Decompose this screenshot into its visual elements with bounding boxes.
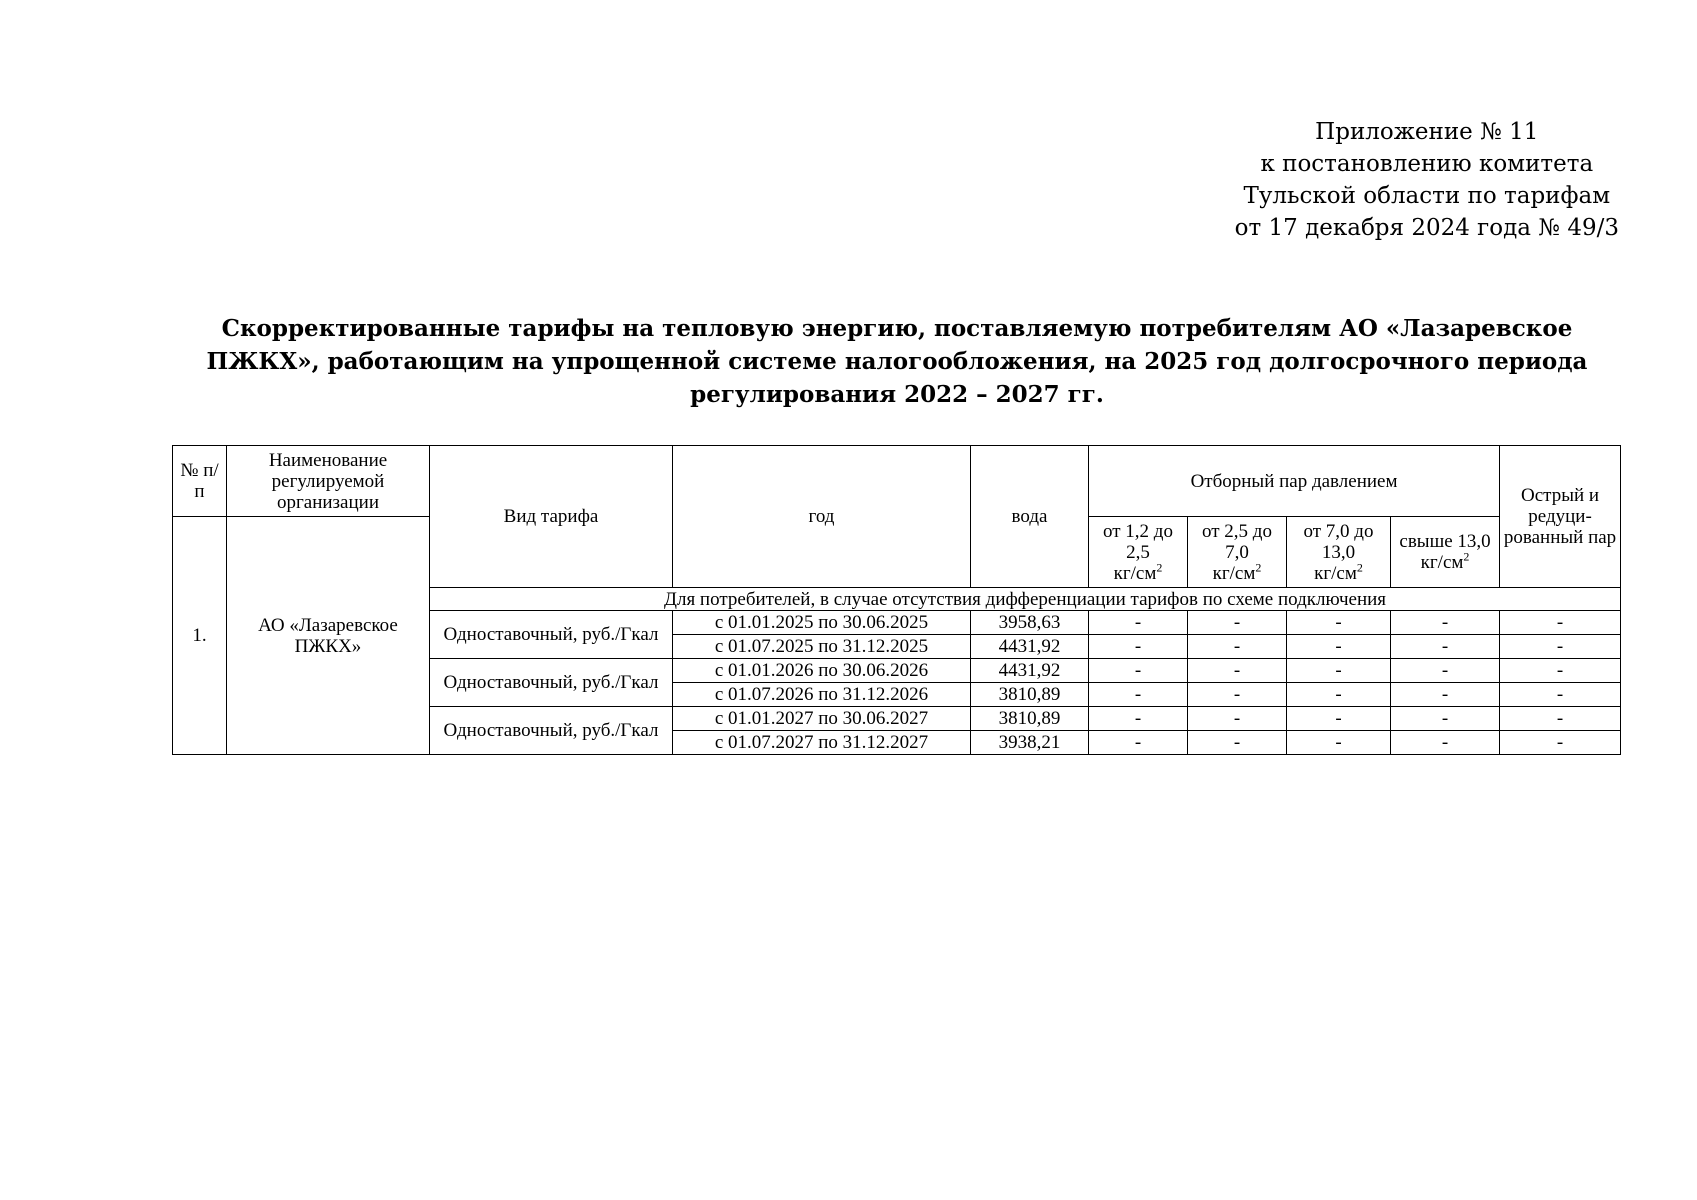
appendix-block xyxy=(1235,116,1619,244)
tariff-type-cell: Одноставочный, руб./Гкал xyxy=(430,707,673,755)
pressure-4-cell: - xyxy=(1391,611,1500,635)
tariff-table xyxy=(172,445,1621,755)
unit-exponent: 2 xyxy=(1156,560,1163,575)
pressure-2-cell: - xyxy=(1188,683,1287,707)
header-num: № п/п xyxy=(173,446,227,517)
pressure-4-cell: - xyxy=(1391,659,1500,683)
pressure-3-cell: - xyxy=(1287,611,1391,635)
water-cell: 4431,92 xyxy=(971,659,1089,683)
water-cell: 4431,92 xyxy=(971,635,1089,659)
pressure-3-range: от 7,0 до 13,0 xyxy=(1303,520,1374,563)
pressure-4-cell: - xyxy=(1391,683,1500,707)
organization-name: АО «Лазаревское ПЖКХ» xyxy=(227,517,430,755)
unit-exponent: 2 xyxy=(1356,560,1363,575)
period-cell: с 01.01.2026 по 30.06.2026 xyxy=(673,659,971,683)
appendix-line-4: от 17 декабря 2024 года № 49/3 xyxy=(1234,215,1619,241)
section-label: Для потребителей, в случае отсутствия дифференциации тарифов по схеме подключения xyxy=(430,588,1621,611)
sharp-steam-cell: - xyxy=(1500,635,1621,659)
header-pressure-4 xyxy=(1391,517,1500,588)
pressure-2-cell: - xyxy=(1188,707,1287,731)
pressure-2-cell: - xyxy=(1188,731,1287,755)
period-cell: с 01.07.2027 по 31.12.2027 xyxy=(673,731,971,755)
pressure-1-cell: - xyxy=(1089,611,1188,635)
water-cell: 3958,63 xyxy=(971,611,1089,635)
period-cell: с 01.07.2025 по 31.12.2025 xyxy=(673,635,971,659)
unit-exponent: 2 xyxy=(1463,549,1470,564)
pressure-2-cell: - xyxy=(1188,659,1287,683)
sharp-steam-cell: - xyxy=(1500,731,1621,755)
pressure-2-cell: - xyxy=(1188,635,1287,659)
header-pressure-1 xyxy=(1089,517,1188,588)
pressure-2-range: от 2,5 до 7,0 xyxy=(1202,520,1272,563)
pressure-2-cell: - xyxy=(1188,611,1287,635)
pressure-3-cell: - xyxy=(1287,659,1391,683)
sharp-steam-cell: - xyxy=(1500,707,1621,731)
pressure-1-range: от 1,2 до 2,5 xyxy=(1103,520,1173,563)
header-selected-steam: Отборный пар давлением xyxy=(1089,446,1500,517)
appendix-line-3: Тульской области по тарифам xyxy=(1243,183,1611,209)
period-cell: с 01.01.2027 по 30.06.2027 xyxy=(673,707,971,731)
header-tariff-type: Вид тарифа xyxy=(430,446,673,588)
pressure-unit: кг/см xyxy=(1113,562,1157,584)
appendix-line-2: к постановлению комитета xyxy=(1260,151,1594,177)
pressure-1-cell: - xyxy=(1089,731,1188,755)
table-header-row-1 xyxy=(173,446,1621,517)
sharp-steam-cell: - xyxy=(1500,683,1621,707)
pressure-3-cell: - xyxy=(1287,635,1391,659)
pressure-unit: кг/см xyxy=(1314,562,1357,584)
header-pressure-3 xyxy=(1287,517,1391,588)
pressure-4-cell: - xyxy=(1391,707,1500,731)
pressure-4-cell: - xyxy=(1391,731,1500,755)
tariff-type-cell: Одноставочный, руб./Гкал xyxy=(430,611,673,659)
pressure-1-cell: - xyxy=(1089,659,1188,683)
appendix-line-1: Приложение № 11 xyxy=(1315,119,1539,145)
pressure-1-cell: - xyxy=(1089,707,1188,731)
period-cell: с 01.07.2026 по 31.12.2026 xyxy=(673,683,971,707)
water-cell: 3810,89 xyxy=(971,683,1089,707)
pressure-3-cell: - xyxy=(1287,731,1391,755)
unit-exponent: 2 xyxy=(1255,560,1262,575)
tariff-type-cell: Одноставочный, руб./Гкал xyxy=(430,659,673,707)
period-cell: с 01.01.2025 по 30.06.2025 xyxy=(673,611,971,635)
pressure-4-cell: - xyxy=(1391,635,1500,659)
pressure-1-cell: - xyxy=(1089,635,1188,659)
header-year: год xyxy=(673,446,971,588)
header-sharp-steam: Острый и редуци-рованный пар xyxy=(1500,446,1621,588)
pressure-4-range: свыше 13,0 xyxy=(1399,531,1491,552)
water-cell: 3938,21 xyxy=(971,731,1089,755)
pressure-unit: кг/см xyxy=(1212,562,1256,584)
header-org: Наименование регулируемой организации xyxy=(227,446,430,517)
sharp-steam-cell: - xyxy=(1500,611,1621,635)
row-number: 1. xyxy=(173,517,227,755)
pressure-1-cell: - xyxy=(1089,683,1188,707)
header-pressure-2 xyxy=(1188,517,1287,588)
water-cell: 3810,89 xyxy=(971,707,1089,731)
sharp-steam-cell: - xyxy=(1500,659,1621,683)
document-title: Скорректированные тарифы на тепловую энергию, поставляемую потребителям АО «Лазаревское ПЖКХ», работающим на упрощенной системе налогообложения, на 2025 год долгосрочного периода регулирования 2022 – 2027 гг. xyxy=(206,315,1588,408)
header-water: вода xyxy=(971,446,1089,588)
pressure-3-cell: - xyxy=(1287,683,1391,707)
pressure-3-cell: - xyxy=(1287,707,1391,731)
pressure-unit: кг/см xyxy=(1420,552,1464,573)
